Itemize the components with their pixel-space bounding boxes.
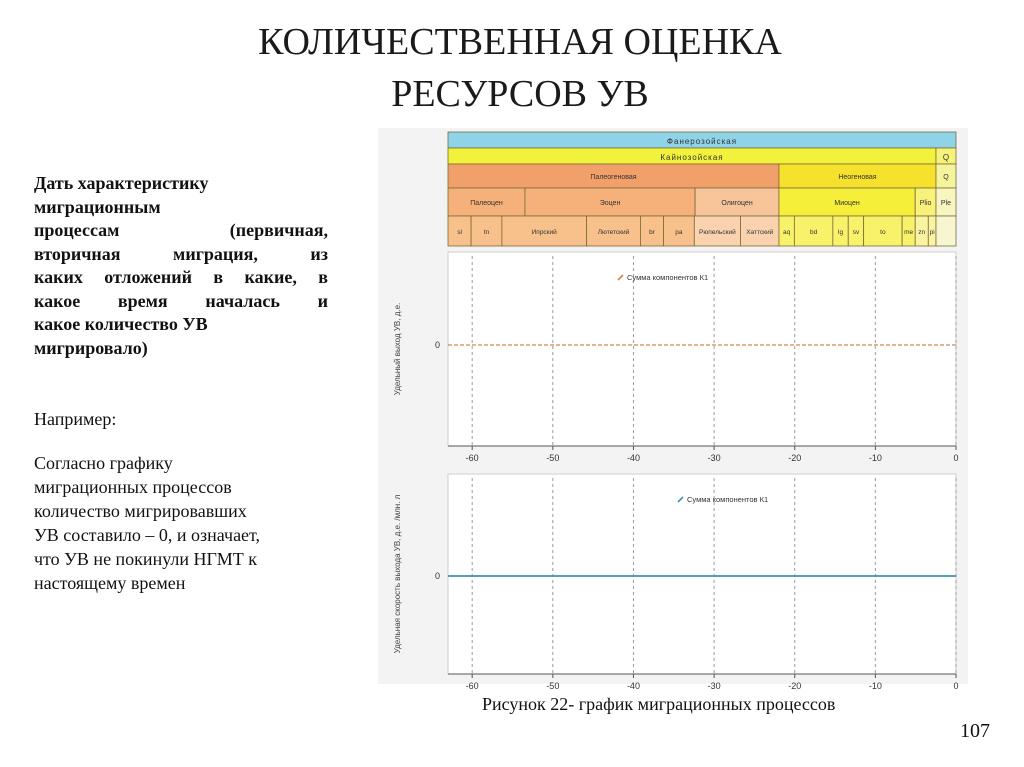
epoch-label: Миоцен: [834, 200, 860, 207]
yield-y-tick-label: 0: [434, 340, 440, 350]
rate-plot-area: [448, 474, 956, 674]
task-description-line: какое время началась и: [34, 290, 328, 311]
yield-y-axis-label: Удельный выход УВ, д.е.: [393, 302, 402, 396]
conclusion-text: [34, 451, 334, 595]
stage-label: pi: [929, 229, 935, 236]
rate-x-tick-label: -60: [465, 681, 479, 691]
figure-caption: Рисунок 22- график миграционных процессов: [482, 694, 836, 714]
yield-x-tick-label: -50: [546, 453, 560, 463]
rate-x-tick-label: 0: [953, 681, 959, 691]
rate-x-tick-label: -40: [626, 681, 640, 691]
epoch-label: Ple: [940, 200, 952, 207]
stage-label: tn: [483, 229, 490, 236]
period-label: Q: [943, 174, 949, 181]
rate-legend-label: Сумма компонентов К1: [687, 495, 769, 504]
stage-label: br: [649, 229, 655, 236]
stage-label: aq: [783, 229, 791, 236]
task-description-line: миграционным: [34, 196, 161, 217]
task-description-line: Дать характеристику: [34, 173, 209, 193]
stage-label: Лютетский: [597, 229, 630, 236]
conclusion-line: Согласно графику: [34, 453, 173, 473]
migration-figure: [378, 128, 968, 691]
yield-x-tick-label: -60: [465, 453, 479, 463]
conclusion-line: настоящему времен: [34, 573, 186, 593]
stage-label: bd: [809, 229, 818, 236]
eon-label: Фанерозойская: [666, 137, 738, 146]
stage-label: zn: [918, 229, 926, 236]
epoch-label: Палеоцен: [470, 200, 503, 207]
rate-x-tick-label: -50: [546, 681, 560, 691]
epoch-label: Олигоцен: [721, 200, 753, 207]
conclusion-line: УВ составило – 0, и означает,: [34, 525, 261, 545]
epoch-label: Эоцен: [599, 200, 621, 207]
task-description-line: вторичная миграция, из: [34, 243, 328, 264]
yield-x-tick-label: -10: [868, 453, 882, 463]
stage-label: sv: [852, 229, 860, 236]
yield-x-tick-label: 0: [953, 453, 959, 463]
rate-x-tick-label: -10: [868, 681, 882, 691]
page-number: 107: [960, 720, 990, 742]
stage-label: me: [904, 229, 914, 236]
yield-x-tick-label: -20: [788, 453, 802, 463]
conclusion-line: количество мигрировавших: [34, 501, 247, 521]
example-label: [34, 407, 334, 431]
yield-x-tick-label: -30: [707, 453, 721, 463]
example-label-text: Например:: [34, 409, 117, 429]
slide-title: [120, 16, 920, 120]
stage-label: Рюпельский: [699, 229, 736, 236]
conclusion-line: миграционных процессов: [34, 477, 232, 497]
stage-cell: [936, 216, 956, 246]
slide-title-line: РЕСУРСОВ УВ: [391, 73, 649, 115]
task-description: [34, 172, 328, 360]
task-description-line: какое количество УВ: [34, 314, 208, 334]
task-description-line: каких отложений в какие, в: [34, 267, 328, 287]
rate-y-axis-label: Удельная скорость выхода УВ, д.е. /млн. л: [393, 494, 402, 654]
era-q-label: Q: [942, 153, 950, 162]
yield-x-tick-label: -40: [626, 453, 640, 463]
task-description-line: мигрировало): [34, 337, 148, 358]
stage-label: sl: [457, 229, 462, 236]
period-label: Палеогеновая: [590, 174, 637, 181]
migration-chart-svg: [378, 128, 968, 691]
era-label: Кайнозойская: [660, 153, 724, 162]
rate-x-tick-label: -20: [788, 681, 802, 691]
slide-title-line: КОЛИЧЕСТВЕННАЯ ОЦЕНКА: [258, 21, 782, 63]
rate-x-tick-label: -30: [707, 681, 721, 691]
conclusion-line: что УВ не покинули НГМТ к: [34, 549, 257, 569]
stage-label: lg: [838, 229, 844, 236]
stage-label: to: [880, 229, 886, 236]
period-label: Неогеновая: [838, 174, 877, 181]
yield-legend-label: Сумма компонентов К1: [627, 273, 709, 282]
task-description-line: процессам (первичная,: [34, 220, 328, 240]
stage-label: Ипрский: [531, 229, 557, 236]
epoch-label: Plio: [919, 200, 932, 207]
rate-y-tick-label: 0: [434, 571, 440, 581]
stage-label: pa: [675, 229, 683, 236]
stage-label: Хаттский: [746, 229, 774, 236]
